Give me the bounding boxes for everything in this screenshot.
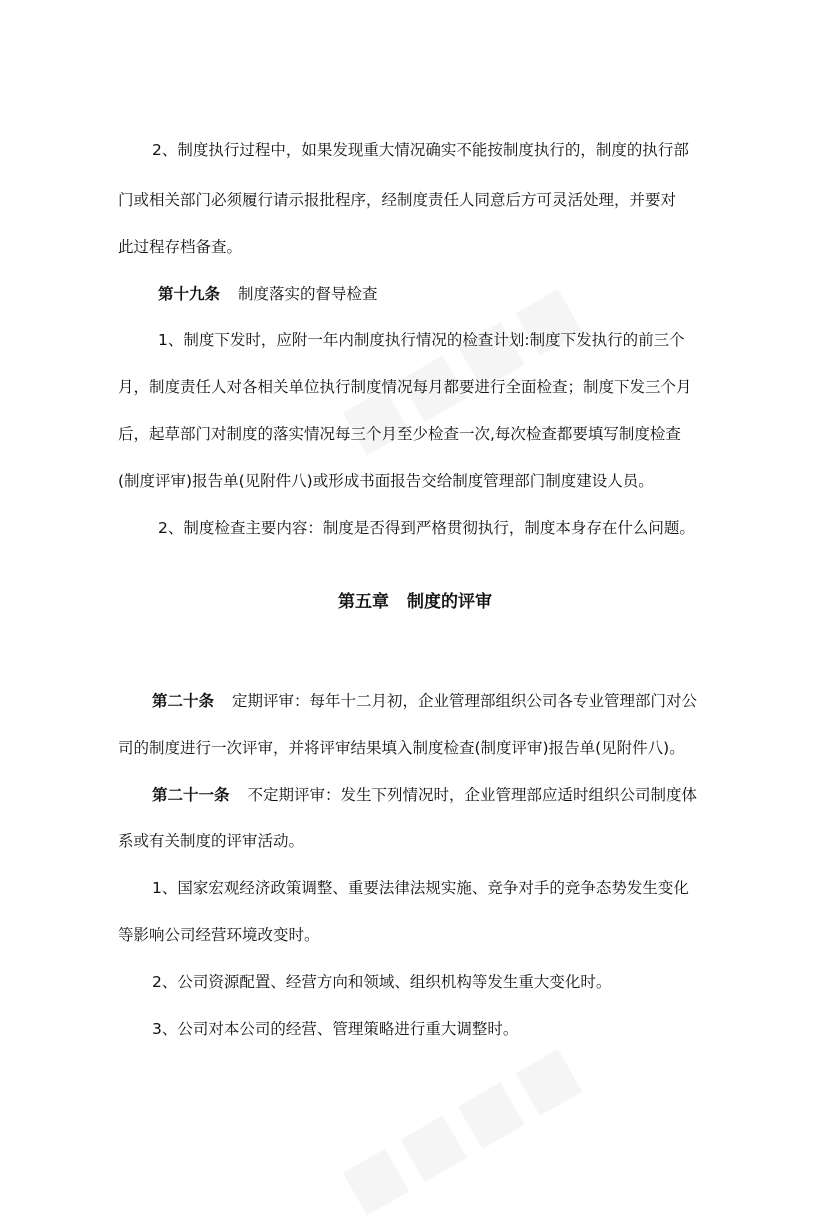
- article-20-heading: 第二十条: [152, 692, 215, 710]
- article-20-line-2: 司的制度进行一次评审，并将评审结果填入制度检查(制度评审)报告单(见附件八)。: [118, 739, 685, 757]
- article-19-item-1-line-2: 月，制度责任人对各相关单位执行制度情况每月都要进行全面检查；制度下发三个月: [118, 378, 692, 396]
- article-19-item-1-line-3: 后，起草部门对制度的落实情况每三个月至少检查一次,每次检查都要填写制度检查: [118, 425, 681, 443]
- article-21-line-1: [152, 784, 697, 806]
- article-19-heading-line: [158, 283, 378, 305]
- article-21-heading: 第二十一条: [152, 786, 230, 804]
- article-21-item-3: 3、公司对本公司的经营、管理策略进行重大调整时。: [152, 1020, 519, 1038]
- article-19-item-2: 2、制度检查主要内容：制度是否得到严格贯彻执行，制度本身存在什么问题。: [158, 519, 695, 537]
- paragraph-1-line-2: 门或相关部门必须履行请示报批程序，经制度责任人同意后方可灵活处理，并要对: [118, 191, 677, 209]
- article-19-title: 制度落实的督导检查: [238, 285, 378, 303]
- article-21-text: 不定期评审：发生下列情况时，企业管理部应适时组织公司制度体: [247, 786, 698, 804]
- article-19-item-1-line-1: 1、制度下发时，应附一年内制度执行情况的检查计划:制度下发执行的前三个: [158, 331, 685, 349]
- article-21-line-2: 系或有关制度的评审活动。: [118, 832, 305, 850]
- chapter-number: 第五章: [338, 592, 389, 612]
- chapter-title: [0, 590, 830, 614]
- article-19-item-1-line-4: (制度评审)报告单(见附件八)或形成书面报告交给制度管理部门制度建设人员。: [118, 472, 654, 490]
- paragraph-1-line-1: 2、制度执行过程中，如果发现重大情况确实不能按制度执行的，制度的执行部: [152, 141, 689, 159]
- watermark: [329, 1028, 596, 1225]
- paragraph-1-line-3: 此过程存档备查。: [118, 238, 243, 256]
- article-20-text: 定期评审：每年十二月初，企业管理部组织公司各专业管理部门对公: [232, 692, 698, 710]
- article-21-item-1-line-1: 1、国家宏观经济政策调整、重要法律法规实施、竞争对手的竞争态势发生变化: [152, 879, 689, 897]
- article-21-item-1-line-2: 等影响公司经营环境改变时。: [118, 926, 320, 944]
- article-19-heading: 第十九条: [158, 285, 221, 303]
- chapter-name: 制度的评审: [407, 592, 492, 612]
- article-21-item-2: 2、公司资源配置、经营方向和领域、组织机构等发生重大变化时。: [152, 973, 612, 991]
- article-20-line-1: [152, 690, 697, 712]
